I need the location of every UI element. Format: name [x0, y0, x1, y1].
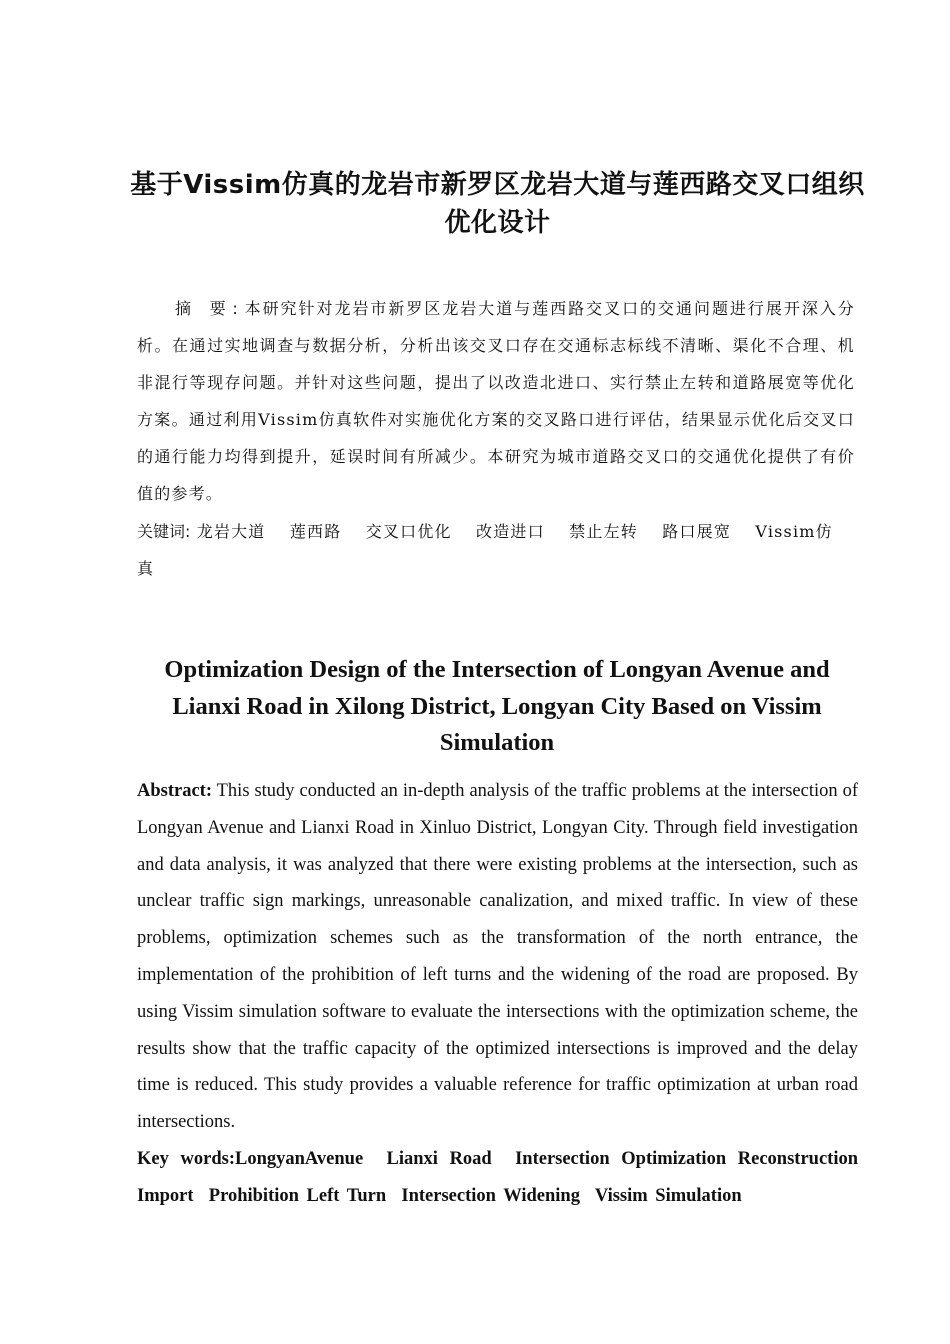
chinese-abstract: [137, 290, 855, 512]
english-abstract: [137, 773, 858, 1141]
english-keywords-label: Key words:: [137, 1149, 235, 1169]
chinese-keyword: Vissim仿真: [137, 522, 833, 578]
english-abstract-label: Abstract:: [137, 781, 213, 801]
chinese-abstract-text: 本研究针对龙岩市新罗区龙岩大道与莲西路交叉口的交通问题进行展开深入分析。在通过实地调查与数据分析，分析出该交叉口存在交通标志标线不清晰、渠化不合理、机非混行等现存问题。并针对这些问题，提出了以改造北进口、实行禁止左转和道路展宽等优化方案。通过利用Vissim仿真软件对实施优化方案的交叉路口进行评估，结果显示优化后交叉口的通行能力均得到提升，延误时间有所减少。本研究为城市道路交叉口的交通优化提供了有价值的参考。: [137, 299, 855, 503]
english-keyword: Intersection Widening: [401, 1185, 580, 1206]
chinese-keywords-label: 关键词:: [137, 522, 191, 541]
chinese-keyword: 交叉口优化: [365, 522, 452, 541]
english-keyword: Prohibition Left Turn: [208, 1185, 387, 1206]
english-abstract-text: This study conducted an in-depth analysis of the traffic problems at the intersection of Longyan Avenue and Lianxi Road in Xinluo District, Longyan City. Through field investigation and data analysis, it was analyzed that there were existing problems at the intersection, such as unclear traffic sign markings, unreasonable canalization, and mixed traffic. In view of these problems, optimization schemes such as the transformation of the north entrance, the implementation of the prohibition of left turns and the widening of the road are proposed. By using Vissim simulation software to evaluate the intersections with the optimization scheme, the results show that the traffic capacity of the optimized intersections is improved and the delay time is reduced. This study provides a valuable reference for traffic optimization at urban road intersections.: [137, 781, 858, 1133]
chinese-keyword: 禁止左转: [569, 522, 638, 541]
english-keyword: Vissim Simulation: [594, 1185, 742, 1206]
chinese-title: 基于Vissim仿真的龙岩市新罗区龙岩大道与莲西路交叉口组织优化设计: [130, 170, 865, 238]
chinese-keyword: 路口展宽: [662, 522, 732, 541]
chinese-keyword: 龙岩大道: [196, 522, 266, 541]
english-keywords: [137, 1141, 858, 1215]
english-keyword: LongyanAvenue: [235, 1149, 364, 1169]
english-keyword: Lianxi Road: [386, 1149, 492, 1169]
chinese-abstract-label: 摘 要:: [175, 299, 244, 318]
english-title: Optimization Design of the Intersection of Longyan Avenue and Lianxi Road in Xilong District, Longyan City Based on Vissim Simulation: [164, 656, 830, 756]
chinese-keywords: [137, 513, 855, 587]
chinese-keyword: 改造进口: [476, 522, 545, 541]
english-keyword: Intersection Optimization Reconstruction Import: [137, 1149, 859, 1206]
chinese-keyword: 莲西路: [289, 522, 342, 541]
